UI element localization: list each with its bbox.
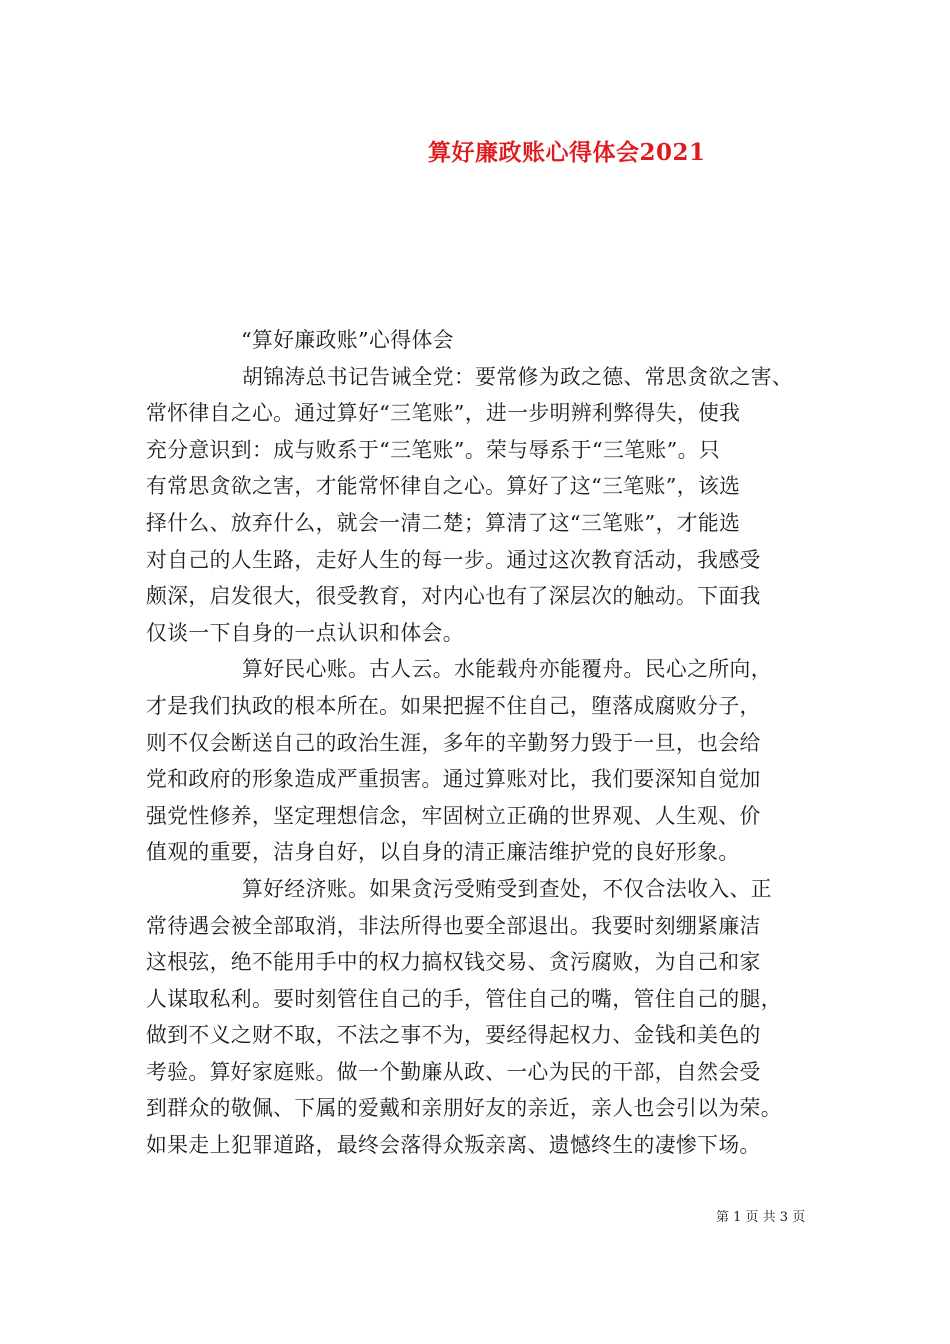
- text-line: 到群众的敬佩、下属的爱戴和亲朋好友的亲近，亲人也会引以为荣。: [146, 1096, 782, 1121]
- text-line: 强党性修养，坚定理想信念，牢固树立正确的世界观、人生观、价: [146, 803, 761, 828]
- text-line: 做到不义之财不取，不法之事不为，要经得起权力、金钱和美色的: [146, 1023, 761, 1048]
- text-line: 这根弦，绝不能用手中的权力搞权钱交易、贪污腐败，为自己和家: [146, 950, 761, 975]
- text-line: 有常思贪欲之害，才能常怀律自之心。算好了这“三笔账”，该选: [146, 474, 741, 499]
- text-line: 胡锦涛总书记告诫全党：要常修为政之德、常思贪欲之害、: [242, 364, 794, 389]
- document-body: [146, 322, 818, 1164]
- text-line: 算好民心账。古人云。水能载舟亦能覆舟。民心之所向，: [242, 657, 772, 682]
- text-line: 择什么、放弃什么，就会一清二楚；算清了这“三笔账”，才能选: [146, 510, 741, 535]
- page-number-footer: 第 1 页 共 3 页: [716, 1210, 806, 1225]
- text-line: 常怀律自之心。通过算好“三笔账”，进一步明辨利弊得失，使我: [146, 401, 741, 426]
- text-line: 党和政府的形象造成严重损害。通过算账对比，我们要深知自觉加: [146, 767, 761, 792]
- text-line: 充分意识到：成与败系于“三笔账”。荣与辱系于“三笔账”。只: [146, 437, 721, 462]
- text-line: 如果走上犯罪道路，最终会落得众叛亲离、遗憾终生的凄惨下场。: [146, 1133, 761, 1158]
- text-line: 仅谈一下自身的一点认识和体会。: [146, 620, 464, 645]
- text-line: 则不仅会断送自己的政治生涯，多年的辛勤努力毁于一旦，也会给: [146, 730, 761, 755]
- paragraph-lines: [146, 359, 818, 1164]
- document-subtitle: “算好廉政账”心得体会: [241, 328, 454, 352]
- document-title: 算好廉政账心得体会2021: [428, 139, 706, 166]
- text-line: 颇深，启发很大，很受教育，对内心也有了深层次的触动。下面我: [146, 584, 761, 609]
- text-line: 算好经济账。如果贪污受贿受到查处，不仅合法收入、正: [242, 876, 772, 901]
- text-line: 才是我们执政的根本所在。如果把握不住自己，堕落成腐败分子，: [146, 693, 761, 718]
- text-line: 对自己的人生路，走好人生的每一步。通过这次教育活动，我感受: [146, 547, 761, 572]
- text-line: 人谋取私利。要时刻管住自己的手，管住自己的嘴，管住自己的腿，: [146, 986, 782, 1011]
- text-line: 值观的重要，洁身自好，以自身的清正廉洁维护党的良好形象。: [146, 840, 740, 865]
- text-line: 常待遇会被全部取消，非法所得也要全部退出。我要时刻绷紧廉洁: [146, 913, 761, 938]
- text-line: 考验。算好家庭账。做一个勤廉从政、一心为民的干部，自然会受: [146, 1059, 761, 1084]
